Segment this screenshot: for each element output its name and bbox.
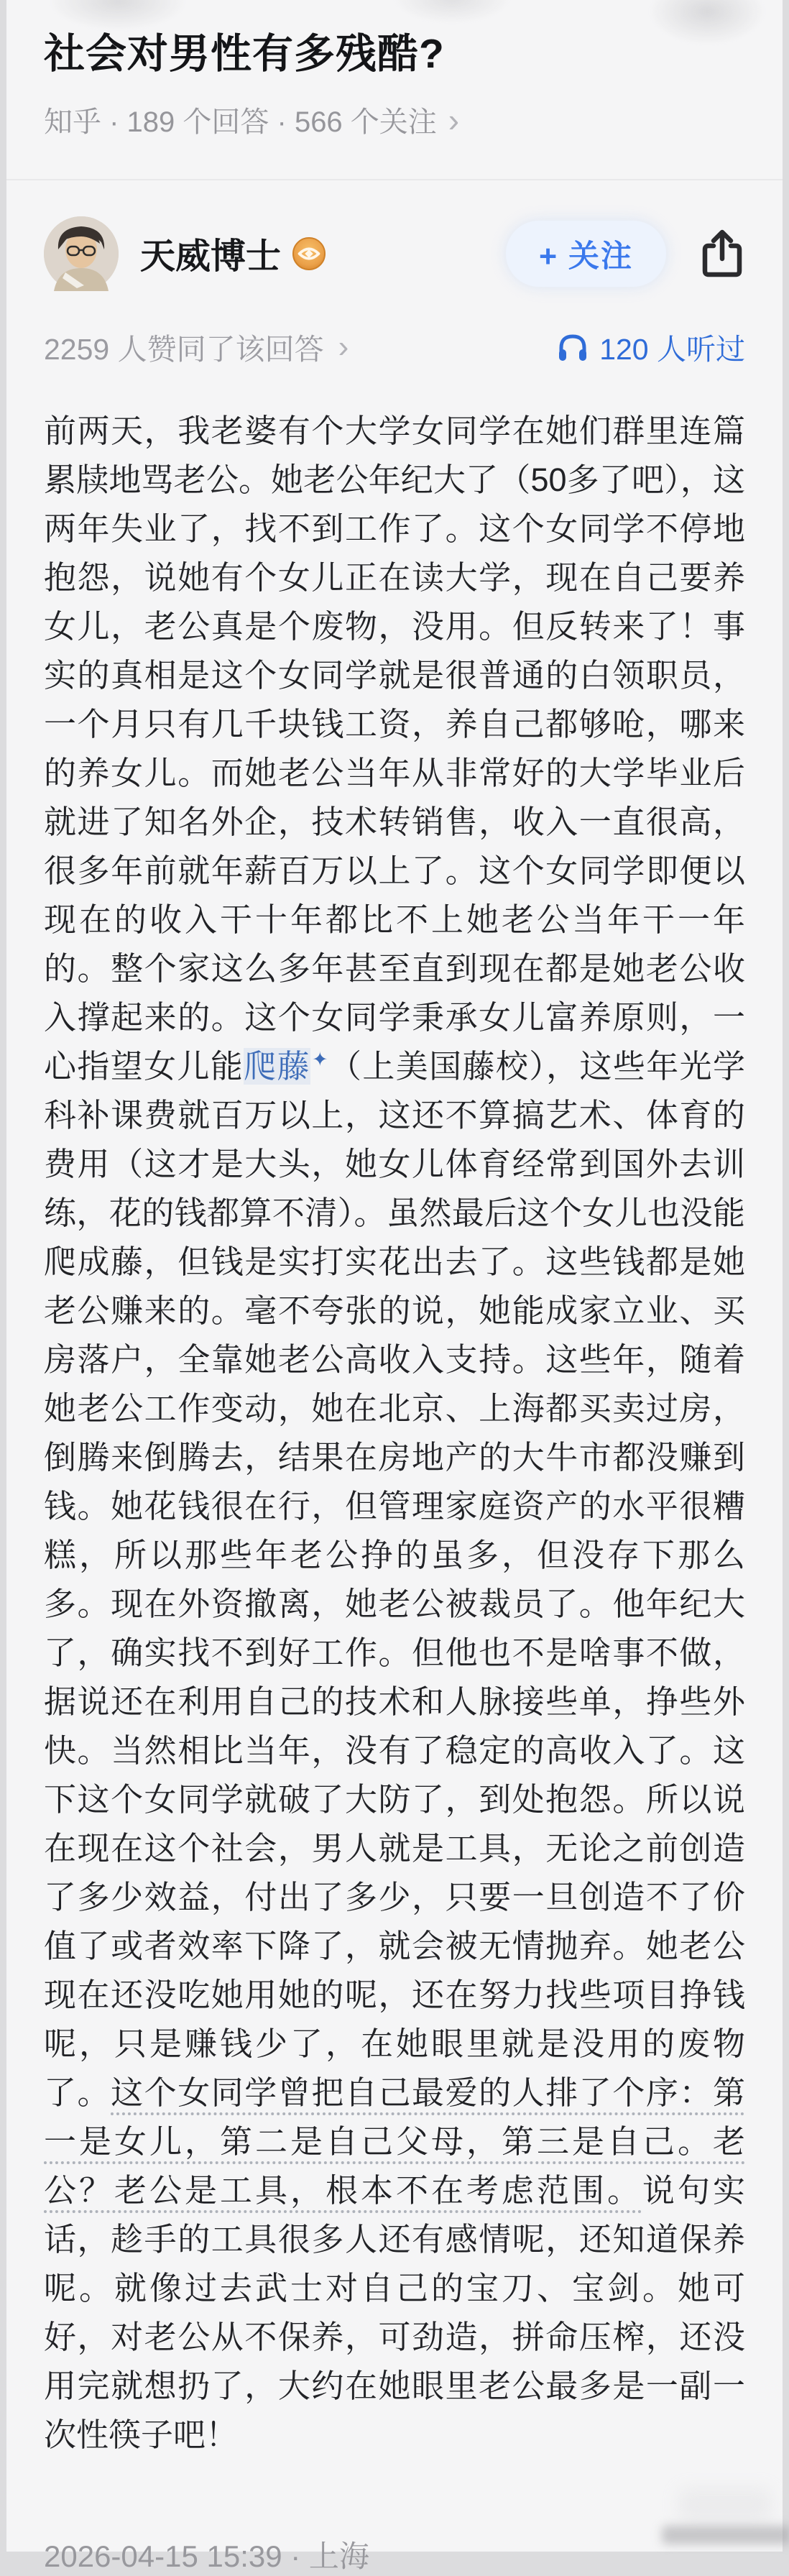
- creator-badge-icon: [292, 237, 326, 270]
- watermark-artifact: [678, 2488, 772, 2521]
- keyword-link[interactable]: 爬藤: [244, 1048, 310, 1085]
- upvote-count-text: 2259 人赞同了该回答: [44, 333, 324, 366]
- answer-text-segment: 前两天，我老婆有个大学女同学在她们群里连篇累牍地骂老公。她老公年纪大了（50多了吧），这两年失业了，找不到工作了。这个女同学不停地抱怨，说她有个女儿正在读大学，现在自己要养女儿，老公真是个废物，没用。但反转来了！事实的真相是这个女同学就是很普通的白领职员，一个月只有几千块钱工资，养自己都够呛，哪来的养女儿。而她老公当年从非常好的大学毕业后就进了知名外企，技术转销售，收入一直很高，很多年前就年薪百万以上了。这个女同学即便以现在的收入干十年都比不上她老公当年干一年的。整个家这么多年甚至直到现在都是她老公收入撑起来的。这个女同学秉承女儿富养原则，一心指望女儿能: [44, 413, 745, 1085]
- avatar-illustration: [44, 216, 119, 291]
- question-title: 社会对男性有多残酷?: [44, 31, 445, 77]
- chevron-right-icon: ›: [448, 101, 460, 139]
- answer-body: [44, 407, 745, 2460]
- watermark-artifact: [662, 2526, 789, 2544]
- author-name[interactable]: 天威博士: [140, 237, 282, 276]
- sparkle-icon: ✦: [312, 1049, 328, 1070]
- share-button[interactable]: [699, 227, 745, 280]
- listen-count-text: 120 人听过: [599, 333, 745, 366]
- follow-button[interactable]: + 关注: [506, 221, 666, 287]
- answer-text-segment: 说句实话，趁手的工具很多人还有感情呢，还知道保养呢。就像过去武士对自己的宝刀、宝剑。她可好，对老公从不保养，可劲造，拼命压榨，还没用完就想扔了，大约在她眼里老公最多是一副一次性筷子吧！: [44, 2172, 745, 2453]
- listen-button[interactable]: [556, 326, 745, 368]
- upvote-count-link[interactable]: [44, 326, 349, 368]
- popular-highlight-text[interactable]: 这个女同学曾把自己最爱的人排了个序：第一是女儿，第二是自己父母，第三是自己。老公？老公是工具，根本不在考虑范围。: [44, 2074, 745, 2209]
- question-meta-text: 知乎 · 189 个回答 · 566 个关注: [44, 106, 437, 138]
- question-meta-row[interactable]: [44, 99, 745, 140]
- headphones-icon: [556, 331, 589, 364]
- chevron-right-icon: ›: [338, 328, 349, 364]
- avatar[interactable]: [44, 216, 119, 291]
- stats-row: [44, 326, 745, 368]
- zhihu-answer-screen: [6, 0, 783, 2573]
- author-row: [44, 216, 745, 291]
- share-icon: [699, 227, 745, 280]
- post-timestamp: 2026-04-15 15:39 · 上海: [44, 2539, 369, 2573]
- answer-text-segment: （上美国藤校），这些年光学科补课费就百万以上，这还不算搞艺术、体育的费用（这才是大头，她女儿体育经常到国外去训练，花的钱都算不清）。虽然最后这个女儿也没能爬成藤，但钱是实打实花出去了。这些钱都是她老公赚来的。毫不夸张的说，她能成家立业、买房落户，全靠她老公高收入支持。这些年，随着她老公工作变动，她在北京、上海都买卖过房，倒腾来倒腾去，结果在房地产的大牛市都没赚到钱。她花钱很在行，但管理家庭资产的水平很糟糕，所以那些年老公挣的虽多，但没存下那么多。现在外资撤离，她老公被裁员了。他年纪大了，确实找不到好工作。但他也不是啥事不做，据说还在利用自己的技术和人脉接些单，挣些外快。当然相比当年，没有了稳定的高收入了。这下这个女同学就破了大防了，到处抱怨。所以说在现在这个社会，男人就是工具，无论之前创造了多少效益，付出了多少，只要一旦创造不了价值了或者效率下降了，就会被无情抛弃。她老公现在还没吃她用她的呢，还在努力找些项目挣钱呢，只是赚钱少了，在她眼里就是没用的废物了。: [44, 1048, 745, 2111]
- divider: [6, 179, 783, 180]
